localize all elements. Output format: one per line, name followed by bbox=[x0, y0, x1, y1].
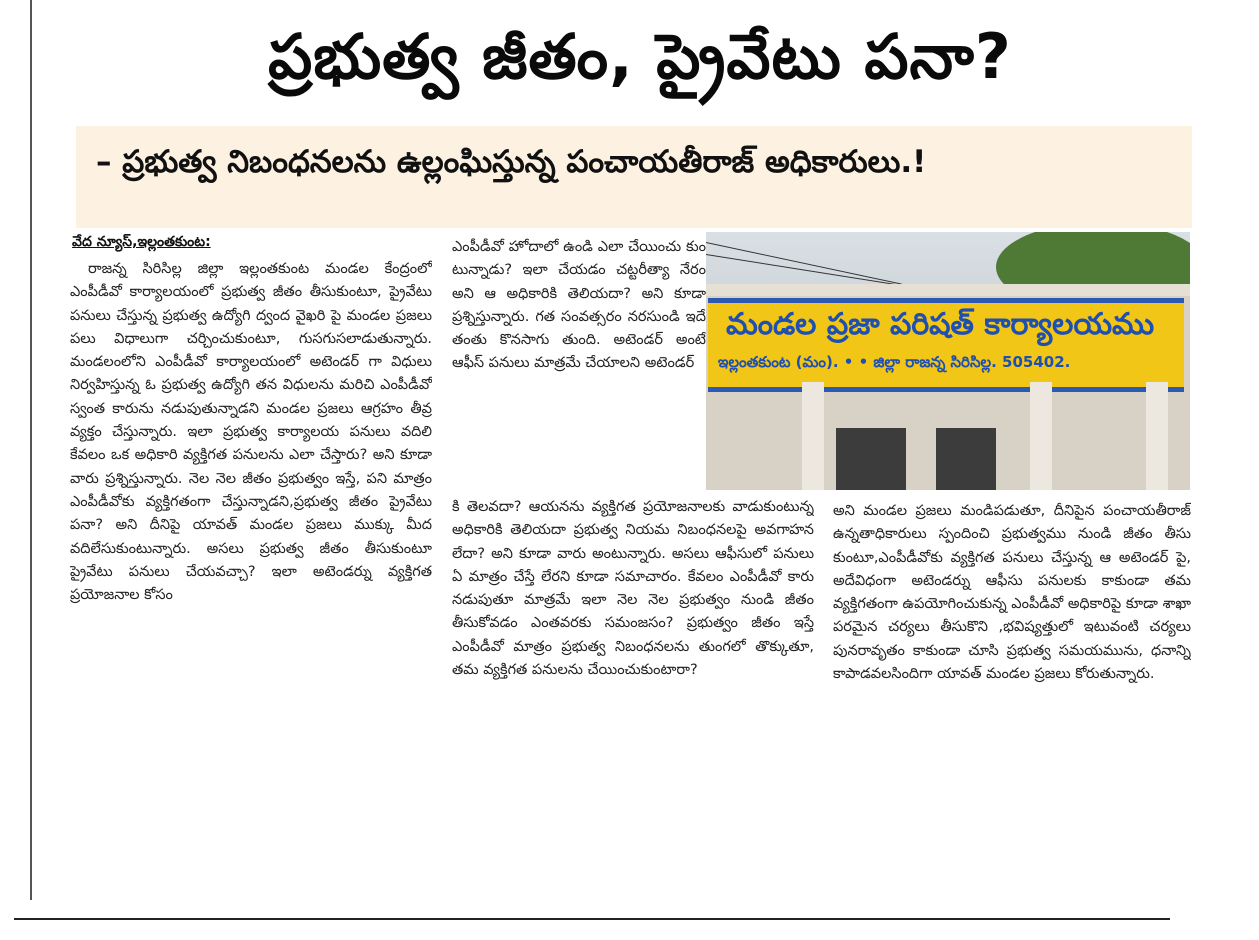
building-pillar bbox=[1030, 382, 1052, 490]
article-column-2-bottom: కి తెలవదా? ఆయనను వ్యక్తిగత ప్రయోజనాలకు వాడుకుంటున్న అధికారికి తెలియదా ప్రభుత్వ నియమ నిబంధనలపై అవగాహన లేదా? అని కూడా వారు అంటున్నారు. అసలు ఆఫీసులో పనులు ఏ మాత్రం చేస్తే లేరని కూడా సమాచారం. కేవలం ఎంపీడీవో కారు నడుపుతూ మాత్రమే ఇలా నెల నెల ప్రభుత్వం నుండి జీతం తీసుకోవడం ఎంతవరకు సమంజసం? ప్రభుత్వం జీతం ఇస్తే ఎంపీడీవో మాత్రం ప్రభుత్వ నిబంధనలను తుంగలో తొక్కుతూ, తమ వ్యక్తిగత పనులను చేయించుకుంటారా? bbox=[452, 499, 814, 679]
building-pillar bbox=[1146, 382, 1168, 490]
power-wire bbox=[706, 242, 902, 285]
signboard-address: ఇల్లంతకుంట (మం). • • జిల్లా రాజన్న సిరిసిల్ల. 505402. bbox=[718, 353, 1071, 371]
building-doorway bbox=[836, 428, 906, 490]
office-signboard bbox=[708, 298, 1184, 392]
subheadline: – ప్రభుత్వ నిబంధనలను ఉల్లంఘిస్తున్న పంచాయతీరాజ్ అధికారులు.! bbox=[96, 144, 927, 180]
building-roof bbox=[706, 284, 1190, 296]
subheadline-band bbox=[76, 126, 1192, 228]
power-wire bbox=[706, 254, 904, 286]
bottom-rule bbox=[14, 918, 1170, 920]
headline: ప్రభుత్వ జీతం, ప్రైవేటు పనా? bbox=[268, 20, 1012, 93]
building-doorway bbox=[936, 428, 996, 490]
left-column-rule bbox=[30, 0, 32, 900]
article-column-3: అని మండల ప్రజలు మండిపడుతూ, దీనిపైన పంచాయతీరాజ్ ఉన్నతాధికారులు స్పందించి ప్రభుత్వము నుండి జీతం తీసు కుంటూ,ఎంపీడీవోకు వ్యక్తిగత పనులు చేస్తున్న ఆ అటెండర్ పై, అదేవిధంగా అటెండర్ను ఆఫీసు పనులకు కాకుండా తమ వ్యక్తిగతంగా ఉపయోగించుకున్న ఎంపీడీవో అధికారిపై కూడా శాఖా పరమైన చర్యలు తీసుకొని ,భవిష్యత్తులో ఇటువంటి చర్యలు పునరావృతం కాకుండా చూసి ప్రభుత్వ సమయమును, ధనాన్ని కాపాడవలసిందిగా యావత్ మండల ప్రజలు కోరుతున్నారు. bbox=[833, 503, 1191, 683]
article-column-2-top: ఎంపీడీవో హోదాలో ఉండి ఎలా చేయించు కుం టున్నాడు? ఇలా చేయడం చట్టరీత్యా నేరం అని ఆ అధికారికి తెలియదా? అని కూడా ప్రశ్నిస్తున్నారు. గత సంవత్సరం నరసుండి ఇదే తంతు కొనసాగు తుంది. అటెండర్ అంటే ఆఫీస్ పనులు మాత్రమే చేయాలని అటెండర్ bbox=[452, 239, 706, 372]
office-building-photo bbox=[706, 232, 1190, 490]
byline: వేద న్యూస్,ఇల్లంతకుంట: bbox=[72, 234, 211, 250]
building-pillar bbox=[802, 382, 824, 490]
signboard-title: మండల ప్రజా పరిషత్ కార్యాలయము bbox=[726, 307, 1155, 342]
article-column-1: రాజన్న సిరిసిల్ల జిల్లా ఇల్లంతకుంట మండల కేంద్రంలో ఎంపీడీవో కార్యాలయంలో ప్రభుత్వ జీతం తీసుకుంటూ, ప్రైవేటు పనులు చేస్తున్న ప్రభుత్వ ఉద్యోగి ద్వంద వైఖరి పై మండల ప్రజలు పలు విధాలుగా చర్చించుకుంటూ, గుసగుసలాడుతున్నారు. మండలంలోని ఎంపీడీవో కార్యాలయంలో అటెండర్ గా విధులు నిర్వహిస్తున్న ఓ ప్రభుత్వ ఉద్యోగి తన విధులను మరిచి ఎంపీడీవో స్వంత కారును నడుపుతున్నాడని మండల ప్రజలు ఆగ్రహం తీవ్ర వ్యక్తం చేస్తున్నారు. ఇలా ప్రభుత్వ కార్యాలయ పనులు వదిలి కేవలం ఒక అధికారి వ్యక్తిగత పనులను ఎలా చేస్తారు? అని కూడా వారు ప్రశ్నిస్తున్నారు. నెల నెల జీతం ప్రభుత్వం ఇస్తే, పని మాత్రం ఎంపీడీవోకు వ్యక్తిగతంగా చేస్తున్నాడని,ప్రభుత్వ జీతం ప్రైవేటు పనా? అని దీనిపై యావత్ మండల ప్రజలు ముక్కు మీద వదిలేసుకుంటున్నారు. అసలు ప్రభుత్వ జీతం తీసుకుంటూ ప్రైవేటు పనులు చేయవచ్చా? ఇలా అటెండర్ను వ్యక్తిగత ప్రయోజనాల కోసం bbox=[70, 261, 432, 604]
